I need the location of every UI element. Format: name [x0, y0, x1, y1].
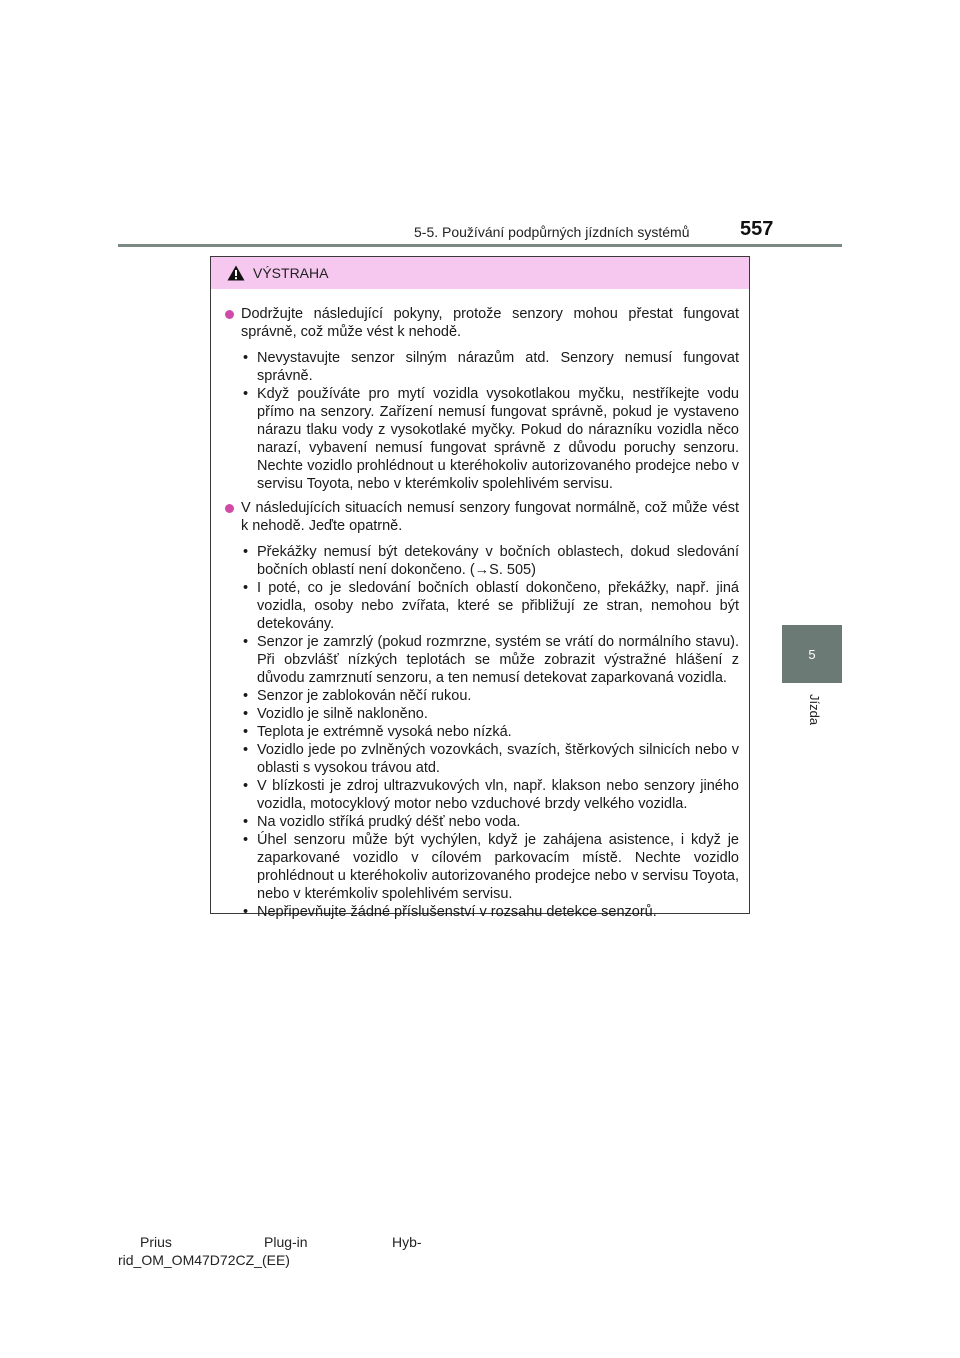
list-item: • Úhel senzoru může být vychýlen, když je zahájena asistence, i když je zaparkované vozidlo v cílovém parkovacím místě. Nechte vozidlo prohlédnout u kteréhokoliv autorizovaného prodejce nebo v servisu Toyota, nebo v kterémkoliv spolehlivém servisu. [241, 831, 739, 903]
list-item: • I poté, co je sledování bočních oblastí dokončeno, překážky, např. jiná vozidla, osoby nebo zvířata, které se přibližují ze stran, nemohou být detekovány. [241, 579, 739, 633]
document-footer [118, 1233, 438, 1269]
list-item: • Vozidlo je silně nakloněno. [241, 705, 739, 723]
sub-list [225, 349, 739, 493]
paragraph-text: V následujících situacích nemusí senzory fungovat normálně, což může vést k nehodě. Jeďte opatrně. [241, 500, 739, 534]
footer-line-1 [118, 1233, 438, 1251]
bullet-dot-icon [225, 504, 234, 513]
warning-paragraph [225, 305, 739, 341]
chapter-number: 5 [808, 646, 816, 662]
list-item: • Nepřipevňujte žádné příslušenství v rozsahu detekce senzorů. [241, 903, 739, 921]
chapter-tab [782, 625, 842, 683]
footer-line-2: rid_OM_OM47D72CZ_(EE) [118, 1252, 290, 1268]
header-divider [118, 244, 842, 247]
warning-triangle-icon [227, 265, 245, 281]
warning-box [210, 256, 750, 920]
list-item: • Teplota je extrémně vysoká nebo nízká. [241, 723, 739, 741]
list-item: • Na vozidlo stříká prudký déšť nebo voda. [241, 813, 739, 831]
list-item: • V blízkosti je zdroj ultrazvukových vln, např. klakson nebo senzory jiného vozidla, motocyklový motor nebo vzduchové brzdy velkého vozidla. [241, 777, 739, 813]
warning-header [211, 257, 749, 289]
section-title: 5-5. Používání podpůrných jízdních systémů [414, 224, 690, 240]
bullet-dot-icon [225, 310, 234, 319]
list-item: • Senzor je zamrzlý (pokud rozmrzne, systém se vrátí do normálního stavu). Při obzvlášť nízkých teplotách se může zobrazit výstražné hlášení z důvodu zamrznutí senzoru, a ten nemusí detekovat zaparkovaná vozidla. [241, 633, 739, 687]
warning-body [211, 289, 749, 921]
list-item: • Senzor je zablokován něčí rukou. [241, 687, 739, 705]
list-item: • Překážky nemusí být detekovány v bočních oblastech, dokud sledování bočních oblastí není dokončeno. (→S. 505) [241, 543, 739, 579]
chapter-label: Jízda [807, 694, 822, 726]
paragraph-text: Dodržujte následující pokyny, protože senzory mohou přestat fungovat správně, což může vést k nehodě. [241, 306, 739, 340]
list-item: • Když používáte pro mytí vozidla vysokotlakou myčku, nestříkejte vodu přímo na senzory. Zařízení nemusí fungovat správně, pokud je vystaveno nárazu tlaku vody z vysokotlaké myčky. Pokud do nárazníku vozidla něco narazí, vybavení nemusí fungovat správně z důvodu poruchy senzoru. Nechte vozidlo prohlédnout u kteréhokoliv autorizovaného prodejce nebo v servisu Toyota, nebo v kterémkoliv spolehlivém servisu. [241, 385, 739, 493]
footer-word: Prius [140, 1234, 172, 1250]
page-number: 557 [740, 218, 774, 240]
warning-paragraph [225, 499, 739, 535]
list-item: • Vozidlo jede po zvlněných vozovkách, svazích, štěrkových silnicích nebo v oblasti s vysokou trávou atd. [241, 741, 739, 777]
sub-list [225, 543, 739, 921]
footer-word: Hyb- [392, 1234, 422, 1250]
list-item: • Nevystavujte senzor silným nárazům atd. Senzory nemusí fungovat správně. [241, 349, 739, 385]
footer-word: Plug-in [264, 1234, 308, 1250]
warning-title: VÝSTRAHA [253, 265, 329, 281]
